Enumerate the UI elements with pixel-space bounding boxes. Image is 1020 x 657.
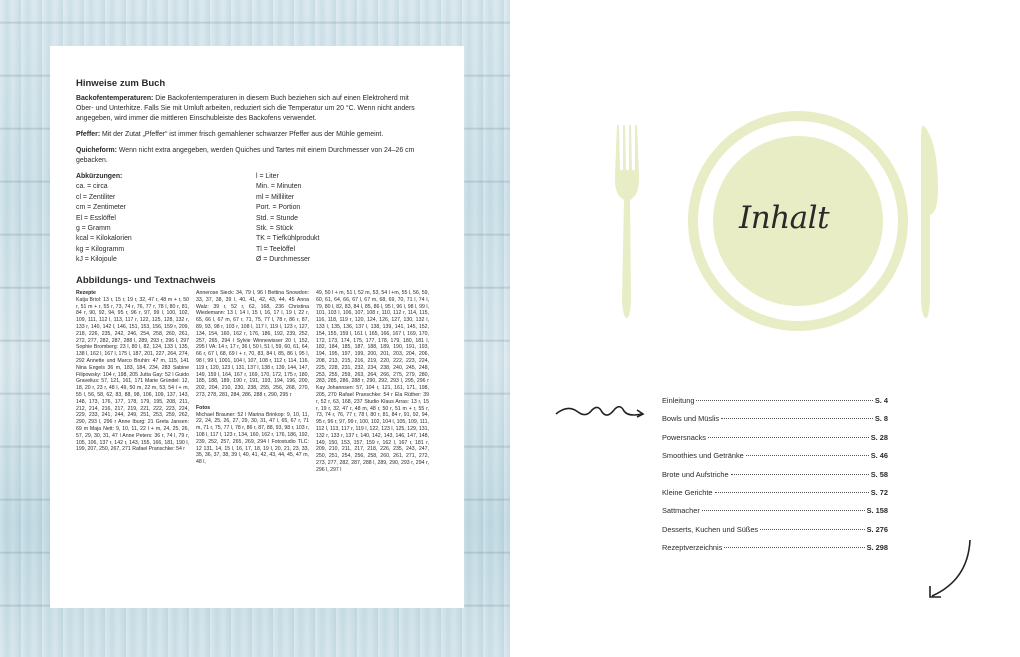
- abbr-item: kcal = Kilokalorien: [76, 235, 132, 243]
- curved-arrow-icon: [922, 536, 978, 602]
- credits-text: Michael Brauner: 52 l Marina Brinkop: 9, 10, 11, 22, 24, 25, 26, 27, 29, 30, 31, 47 l, 65, 67 r, 71 m, 71 r, 75, 77 l, 78 r, 86 r, 87, 88, 93, 98 r, 103 r, 108 l, 117 l, 123 r, 134, 160, 162 r, 176, 186, 192, 239, 252, 257, 265, 269, 294 l Fotostudio TLC: 12 131, 14, 15 l, 16, 17, 18, 19 l, 20, 21, 23, 33, 35, 36, 37, 38, 39 l, 40, 41, 42, 43, 44, 45, 47 m, 48 l,: [196, 411, 309, 466]
- credits-heading: Fotos: [196, 404, 211, 411]
- toc-item[interactable]: Einleitung S. 4: [662, 396, 888, 405]
- credits-column-2: [196, 290, 309, 466]
- abbr-item: Std. = Stunde: [256, 214, 298, 222]
- credits-text: 49, 50 l + m, 51 l, 52 m, 53, 54 l +m, 55 l, 56, 59, 60, 61, 64, 66, 67 l, 67 m, 68, 69, 70, 71 l, 74 l, 79, 80 l, 82, 83, 84 l, 85, 86 l, 95 l, 96 l, 98 l, 99 l, 101, 103 l, 106, 107, 108 r, 110, 112 r, 114, 115, 116, 118, 119 r, 120, 124, 126, 127, 130, 132 l, 133 l, 135, 136, 137 l, 138, 139, 141, 145, 152, 154, 155, 159 l, 161 l, 165, 166, 167 l, 169, 170, 172, 173, 174, 175, 177, 178, 179, 180, 181 l, 182, 184, 185, 187, 188, 189, 190, 191, 193, 194, 195, 197, 199, 200, 201, 203, 204, 206, 208, 213, 215, 216, 219, 220, 222, 223, 224, 225, 228, 231, 232, 234, 238, 240, 245, 248, 253, 255, 259, 263, 264, 266, 275, 279, 280, 283, 285, 286, 288 r, 290, 292, 293 l, 295, 296 r Kay Johannsen: 57, 104 r, 121, 161, 171, 198, 205, 270 Rafael Pranschke: 54 r Ela Rüther: 39 r, 52 r, 63, 168, 237 Studio Klaus Arras: 13 r, 15 r, 19 r, 32, 47 r, 48 m, 48 r, 50 r, 51 m + r, 55 r, 73, 74 r, 76, 77 r, 78 l, 80 r, 81, 84 r, 91, 92, 94, 95 r, 96 r, 97, 99 r, 100, 102, 104 l, 105, 109, 111, 112 l, 113, 117 r, 119 l, 122, 123 l, 125, 129, 131, 132 r, 133 r, 137 r, 140, 142, 143, 146, 147, 148, 149, 150, 153, 157, 159 r, 162 l, 167 r, 181 r, 209, 210, 211, 217, 218, 226, 235, 243, 247, 250, 251, 254, 256, 258, 260, 261, 271, 272, 273, 277, 282, 287, 288 l, 289, 290, 293 r, 294 r, 296 l, 297 l: [316, 290, 429, 473]
- contents-title: Inhalt: [739, 200, 830, 236]
- paragraph-quiche: Quicheform: Wenn nicht extra angegeben, werden Quiches und Tartes mit einem Durchmesser von 24–26 cm gebacken.: [76, 147, 415, 164]
- abbr-item: l = Liter: [256, 173, 279, 180]
- abbr-item: kg = Kilogramm: [76, 245, 125, 253]
- abbr-item: Min. = Minuten: [256, 183, 302, 191]
- abbreviations-right: [256, 172, 319, 266]
- toc-item[interactable]: Smoothies und Getränke S. 46: [662, 451, 888, 461]
- abbreviations-left: [76, 172, 132, 266]
- knife-icon: [921, 125, 938, 318]
- abbr-item: kJ = Kilojoule: [76, 256, 117, 264]
- abbr-item: Port. = Portion: [256, 204, 301, 212]
- abbr-item: cm = Zentimeter: [76, 204, 126, 212]
- abbr-item: TK = Tiefkühlprodukt: [256, 235, 320, 243]
- info-card: [50, 46, 464, 608]
- squiggle-arrow-icon: [554, 400, 646, 422]
- toc-item[interactable]: Powersnacks S. 28: [662, 432, 888, 442]
- credits-heading: Rezepte: [76, 290, 96, 296]
- credits-text: Katja Briol: 13 r, 15 r, 19 r, 32, 47 r, 48 m + r, 50 r, 51 m + r, 55 r, 73, 74 r, 76, 77 r, 78 l, 80 r, 81, 84 r, 90, 92, 94, 95 r, 96 r, 97, 99 l, 100, 102, 109, 111, 112 l, 113, 117 r, 122, 125, 128, 132 r, 133 r, 140, 142 l, 146, 151, 153, 156, 159 r, 209, 218, 226, 235, 242, 246, 254, 258, 260, 261, 272, 277, 282, 287, 288 l, 289, 293 r, 296 l, 297 Sophie Bromberg: 23 l, 80 l, 82, 124, 133 l, 135, 138 l, 162 l, 167 l, 175 l, 187, 201, 227, 264, 274, 292 Annette und Marco Bruhin: 47 m, 115, 141 Nina Engels 36 m, 183, 184, 234, 283 Sabine Filipowsky: 104 r, 198, 205 Jutta Gay: 52 l Guido Gravelius: 57, 121, 161, 171 Marie Gründel: 12, 18, 20 r, 23 r, 48 l, 49, 50 m, 22 m, 53, 54 l + m, 55 l, 56, 58, 62, 83, 88, 98, 106, 109, 137, 143, 148, 173, 176, 177, 178, 179, 195, 208, 211, 212, 214, 216, 217, 219, 221, 222, 223, 224, 229, 233, 241, 244, 249, 251, 253, 259, 262, 290, 293 l, 296 r Anne Iburg: 21 Greta Jansen: 69 m Maja Nett: 9, 10, 11, 22 l + m, 24, 25, 26, 57, 29, 30, 31, 47 l Anne Peters: 36 r, 74 l, 79 r, 105, 106, 137 r, 142 r, 143, 155, 166, 181, 190 l, 199, 207, 250, 267, 271 Rafael Pranschke: 54 r: [76, 296, 189, 453]
- abbr-item: Ø = Durchmesser: [256, 256, 311, 264]
- hinweise-title: Hinweise zum Buch: [76, 78, 166, 89]
- toc-item[interactable]: Sattmacher S. 158: [662, 506, 888, 516]
- credits-title: Abbildungs- und Textnachweis: [76, 275, 216, 286]
- abbr-item: Stk. = Stück: [256, 225, 293, 233]
- toc-item[interactable]: Kleine Gerichte S. 72: [662, 487, 888, 497]
- toc-item[interactable]: Bowls und Müslis S. 8: [662, 414, 888, 424]
- fork-icon: [615, 125, 639, 318]
- abbr-item: Tl = Teelöffel: [256, 245, 296, 253]
- contents-page: [510, 0, 1020, 657]
- paragraph-pfeffer: Pfeffer: Mit der Zutat „Pfeffer“ ist immer frisch gemahlener schwarzer Pfeffer aus der Mühle gemeint.: [76, 131, 384, 138]
- abbr-item: ml = Milliliter: [256, 193, 295, 201]
- abbreviations-title: Abkürzungen:: [76, 173, 123, 180]
- abbr-item: g = Gramm: [76, 225, 111, 233]
- credits-text: Annerose Sieck: 34, 79 l, 96 l Bettina Snowdon: 33, 37, 38, 39 l, 40, 41, 42, 43, 44, 45 Anna Walz: 39 r, 52 r, 62, 168, 236 Christina Wiedemann: 13 l, 14 l, 15 l, 16, 17 l, 19 l, 22 r, 65, 66 l, 67 m, 67 r, 71, 75, 77 l, 78 r, 86 r, 87, 89, 93, 98 r, 103 r, 108 l, 117 l, 119 l, 123 r, 127, 134, 154, 160, 162 r, 176, 186, 192, 239, 252, 257, 265, 294 l Sylvie Winnewisser 20 l, 152, 295 l VA: 14 r, 17 r, 36 l, 50 l, 51 l, 59, 60, 61, 64, 66 r, 67 l, 68, 69 l + r, 70, 83, 84 l, 85, 86 l, 95 l, 98 l, 99 l, 1001, 104 l, 107, 108 r, 112 r, 114, 116, 119 r, 120, 123 l, 131, 137 l, 138 r, 139, 144, 147, 149, 159 l, 164, 167 r, 169, 170, 172, 175 r, 180, 185, 188, 189, 190 r, 191, 193, 194, 196, 200, 202, 204, 210, 230, 238, 255, 256, 268, 270, 273, 278, 281, 284, 286, 288 r, 290, 295 r: [196, 290, 309, 398]
- abbr-item: El = Esslöffel: [76, 214, 116, 222]
- toc-item[interactable]: Brote und Aufstriche S. 58: [662, 469, 888, 479]
- toc-item[interactable]: Rezeptverzeichnis S. 298: [662, 543, 888, 553]
- credits-column-1: [76, 290, 189, 453]
- credits-column-3: [316, 290, 429, 474]
- toc-item[interactable]: Desserts, Kuchen und Süßes S. 276: [662, 524, 888, 534]
- abbr-item: cl = Zentiliter: [76, 193, 116, 201]
- paragraph-backofen: Backofentemperaturen: Die Backofentemperaturen in diesem Buch beziehen sich auf einen Elektroherd mit Ober- und Unterhitze. Falls Sie mit Umluft arbeiten, reduziert sich die Temperatur um 20 °C. Wenn nicht anders angegeben, wird immer die mittleren Einschubleiste des Backofens verwendet.: [76, 95, 415, 122]
- abbr-item: ca. = circa: [76, 183, 108, 191]
- table-of-contents: [662, 396, 888, 562]
